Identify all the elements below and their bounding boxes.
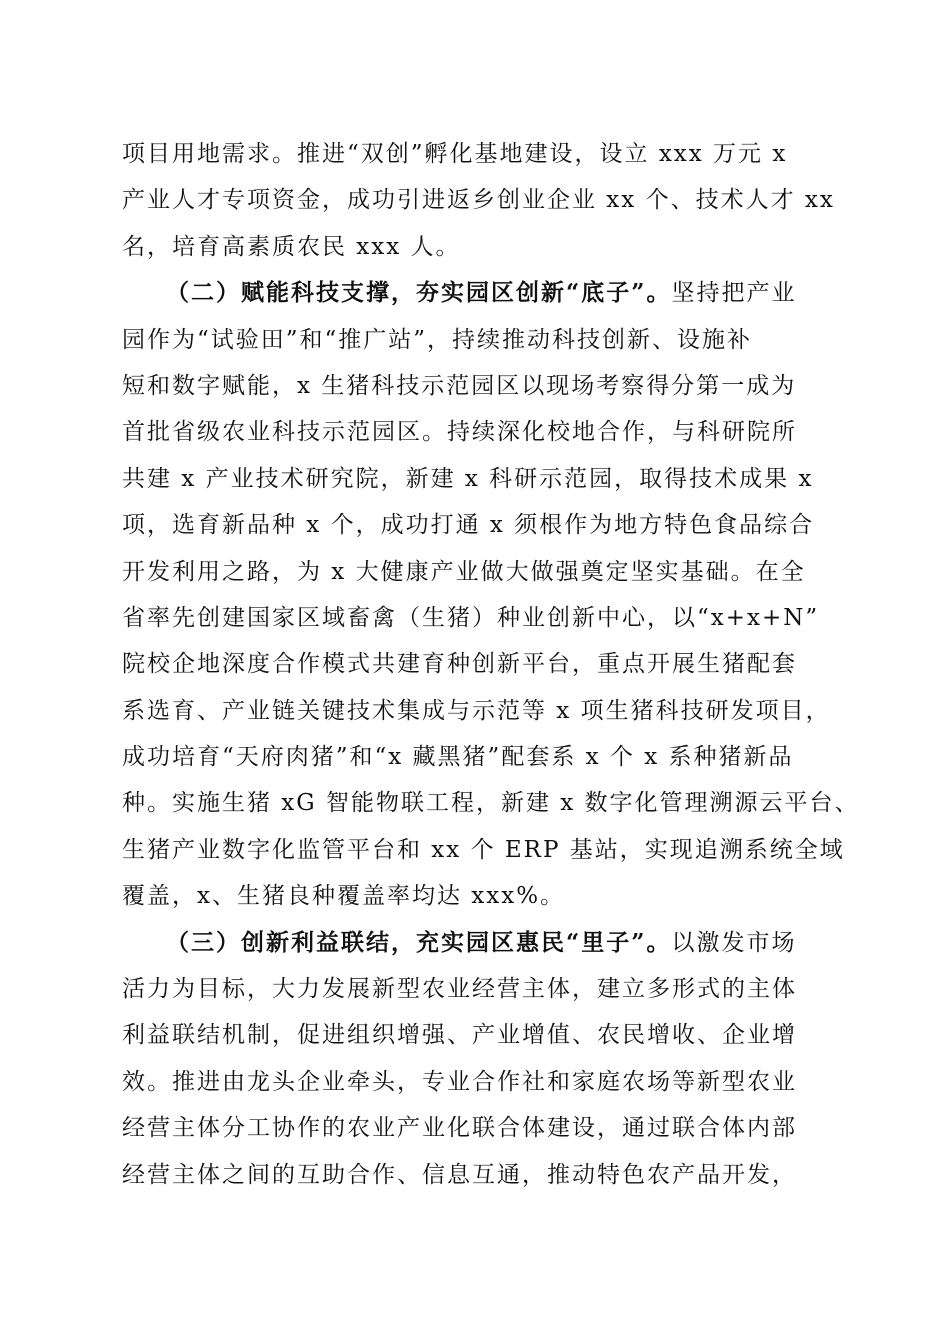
text-fragment: 坚持把产业 xyxy=(671,280,797,307)
text-line: 名，培育高素质农民 xxx 人。 xyxy=(122,233,461,260)
text-line: 项，选育新品种 x 个，成功打通 x 须根作为地方特色食品综合 xyxy=(122,512,815,539)
text-line: 种。实施生猪 xG 智能物联工程，新建 x 数字化管理溯源云平台、 xyxy=(122,790,860,817)
section-heading-2: （二）赋能科技支撑，夯实园区创新“底子”。 xyxy=(166,279,672,307)
text-line: 生猪产业数字化监管平台和 xx 个 ERP 基站，实现追溯系统全域 xyxy=(122,836,845,863)
text-line: 成功培育“天府肉猪”和“x 藏黑猪”配套系 x 个 x 系种猪新品 xyxy=(122,744,794,771)
text-line: 效。推进由龙头企业牵头，专业合作社和家庭农场等新型农业 xyxy=(122,1068,797,1095)
text-line: 经营主体分工协作的农业产业化联合体建设，通过联合体内部 xyxy=(122,1115,797,1142)
paragraph-2-first-line xyxy=(122,270,828,316)
section-heading-3: （三）创新利益联结，充实园区惠民“里子”。 xyxy=(166,928,672,956)
text-line: 院校企地深度合作模式共建育种创新平台，重点开展生猪配套 xyxy=(122,651,797,678)
text-line: 园作为“试验田”和“推广站”，持续推动科技创新、设施补 xyxy=(122,326,753,353)
text-line: 产业人才专项资金，成功引进返乡创业企业 xx 个、技术人才 xx xyxy=(122,187,835,214)
text-line: 开发利用之路，为 x 大健康产业做大做强奠定坚实基础。在全 xyxy=(122,558,806,585)
text-line: 共建 x 产业技术研究院，新建 x 科研示范园，取得技术成果 x xyxy=(122,465,814,492)
paragraph-1 xyxy=(122,131,835,270)
text-line: 短和数字赋能，x 生猪科技示范园区以现场考察得分第一成为 xyxy=(122,372,797,399)
document-page xyxy=(122,131,860,1198)
text-line: 省率先创建国家区域畜禽（生猪）种业创新中心，以“x+x+N” xyxy=(122,604,820,631)
text-line: 经营主体之间的互助合作、信息互通，推动特色农产品开发， xyxy=(122,1161,797,1188)
text-line: 活力为目标，大力发展新型农业经营主体，建立多形式的主体 xyxy=(122,976,797,1003)
paragraph-3-first-line xyxy=(122,920,828,966)
paragraph-3 xyxy=(122,920,828,1198)
text-line: 覆盖，x、生猪良种覆盖率均达 xxx%。 xyxy=(122,883,566,910)
paragraph-2 xyxy=(122,270,860,919)
text-line: 系选育、产业链关键技术集成与示范等 x 项生猪科技研发项目， xyxy=(122,697,831,724)
text-line: 利益联结机制，促进组织增强、产业增值、农民增收、企业增 xyxy=(122,1022,797,1049)
text-line: 首批省级农业科技示范园区。持续深化校地合作，与科研院所 xyxy=(122,419,797,446)
text-line: 项目用地需求。推进“双创”孵化基地建设，设立 xxx 万元 x xyxy=(122,141,788,167)
text-fragment: 以激发市场 xyxy=(671,929,797,956)
